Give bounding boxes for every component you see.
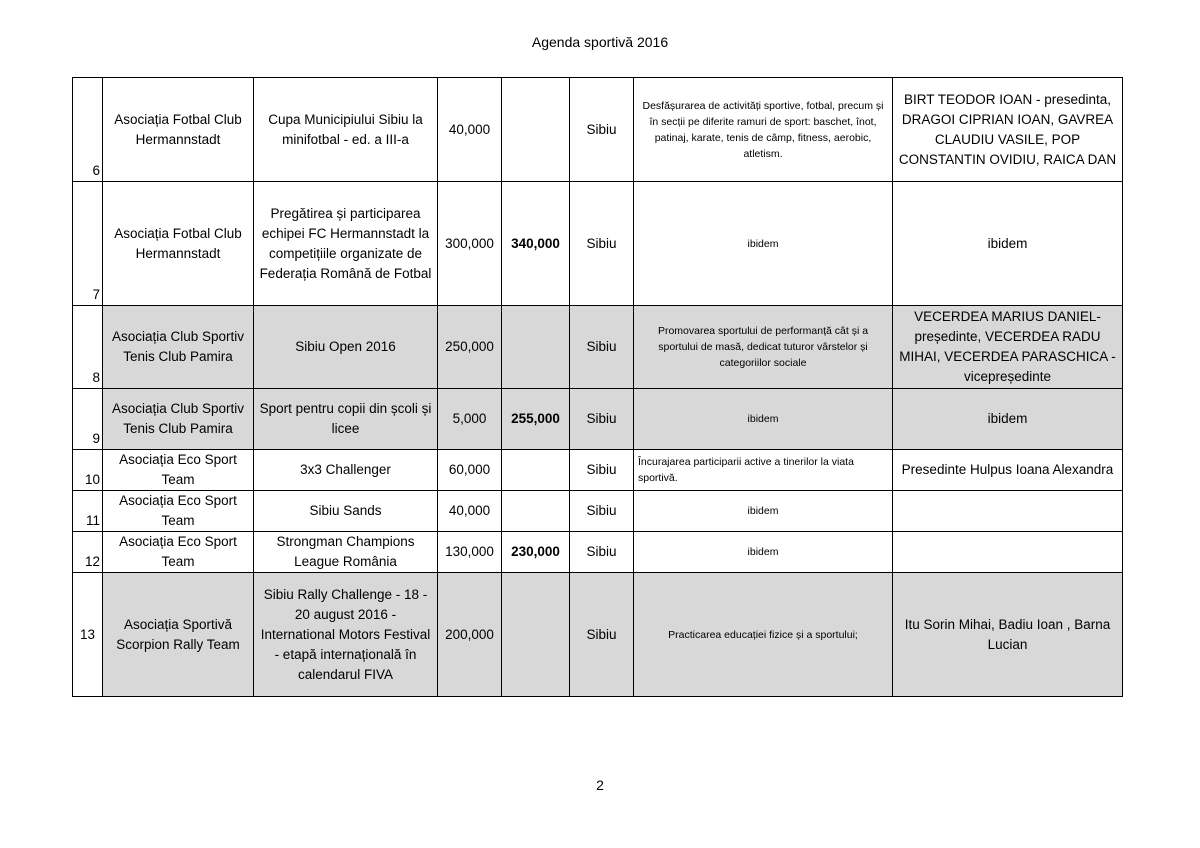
leadership-cell: VECERDEA MARIUS DANIEL- președinte, VECERDEA RADU MIHAI, VECERDEA PARASCHICA - vicepreședinte xyxy=(893,306,1123,389)
total-cell: 340,000 xyxy=(502,182,570,306)
row-number: 10 xyxy=(73,450,103,491)
project-cell: 3x3 Challenger xyxy=(254,450,438,491)
amount-cell: 60,000 xyxy=(438,450,502,491)
leadership-cell: Itu Sorin Mihai, Badiu Ioan , Barna Lucian xyxy=(893,573,1123,697)
table-row xyxy=(73,389,1123,450)
project-cell: Sibiu Open 2016 xyxy=(254,306,438,389)
location-cell: Sibiu xyxy=(570,491,634,532)
project-cell: Sibiu Rally Challenge - 18 - 20 august 2016 - International Motors Festival - etapă internațională în calendarul FIVA xyxy=(254,573,438,697)
table-row xyxy=(73,491,1123,532)
row-number: 12 xyxy=(73,532,103,573)
location-cell: Sibiu xyxy=(570,389,634,450)
row-number: 8 xyxy=(73,306,103,389)
location-cell: Sibiu xyxy=(570,78,634,182)
table-row xyxy=(73,182,1123,306)
amount-cell: 40,000 xyxy=(438,78,502,182)
row-number: 11 xyxy=(73,491,103,532)
page-title: Agenda sportivă 2016 xyxy=(531,34,669,50)
amount-cell: 200,000 xyxy=(438,573,502,697)
organization-cell: Asociația Fotbal Club Hermannstadt xyxy=(103,78,254,182)
leadership-cell xyxy=(893,532,1123,573)
organization-cell: Asociația Fotbal Club Hermannstadt xyxy=(103,182,254,306)
total-cell xyxy=(502,450,570,491)
project-cell: Strongman Champions League România xyxy=(254,532,438,573)
total-cell xyxy=(502,78,570,182)
agenda-table xyxy=(72,77,1123,697)
project-cell: Pregătirea și participarea echipei FC Hermannstadt la competițiile organizate de Federația Română de Fotbal xyxy=(254,182,438,306)
total-cell: 255,000 xyxy=(502,389,570,450)
table-row xyxy=(73,450,1123,491)
amount-cell: 130,000 xyxy=(438,532,502,573)
location-cell: Sibiu xyxy=(570,532,634,573)
activity-cell: ibidem xyxy=(634,182,893,306)
row-number: 7 xyxy=(73,182,103,306)
total-cell xyxy=(502,573,570,697)
activity-cell: Practicarea educației fizice și a sportului; xyxy=(634,573,893,697)
leadership-cell: Presedinte Hulpus Ioana Alexandra xyxy=(893,450,1123,491)
activity-cell: ibidem xyxy=(634,491,893,532)
leadership-cell xyxy=(893,491,1123,532)
amount-cell: 250,000 xyxy=(438,306,502,389)
organization-cell: Asociația Club Sportiv Tenis Club Pamira xyxy=(103,389,254,450)
location-cell: Sibiu xyxy=(570,182,634,306)
location-cell: Sibiu xyxy=(570,450,634,491)
activity-cell: ibidem xyxy=(634,389,893,450)
amount-cell: 300,000 xyxy=(438,182,502,306)
amount-cell: 5,000 xyxy=(438,389,502,450)
page-number: 2 xyxy=(596,777,604,793)
project-cell: Sibiu Sands xyxy=(254,491,438,532)
activity-cell: Desfășurarea de activități sportive, fotbal, precum și în secții pe diferite ramuri de sport: baschet, înot, patinaj, karate, tenis de câmp, fitness, aerobic, atletism. xyxy=(634,78,893,182)
row-number: 9 xyxy=(73,389,103,450)
table-row xyxy=(73,78,1123,182)
table-row xyxy=(73,532,1123,573)
organization-cell: Asociația Sportivă Scorpion Rally Team xyxy=(103,573,254,697)
table-row xyxy=(73,306,1123,389)
location-cell: Sibiu xyxy=(570,573,634,697)
project-cell: Cupa Municipiului Sibiu la minifotbal - ed. a III-a xyxy=(254,78,438,182)
organization-cell: Asociația Eco Sport Team xyxy=(103,450,254,491)
leadership-cell: ibidem xyxy=(893,182,1123,306)
activity-cell: Încurajarea participarii active a tinerilor la viata sportivă. xyxy=(634,450,893,491)
location-cell: Sibiu xyxy=(570,306,634,389)
row-number: 13 xyxy=(73,573,103,697)
total-cell xyxy=(502,491,570,532)
leadership-cell: ibidem xyxy=(893,389,1123,450)
row-number: 6 xyxy=(73,78,103,182)
activity-cell: ibidem xyxy=(634,532,893,573)
activity-cell: Promovarea sportului de performanță cât și a sportului de masă, dedicat tuturor vârstelor și categoriilor sociale xyxy=(634,306,893,389)
amount-cell: 40,000 xyxy=(438,491,502,532)
project-cell: Sport pentru copii din școli și licee xyxy=(254,389,438,450)
leadership-cell: BIRT TEODOR IOAN - presedinta, DRAGOI CIPRIAN IOAN, GAVREA CLAUDIU VASILE, POP CONSTANTIN OVIDIU, RAICA DAN xyxy=(893,78,1123,182)
total-cell xyxy=(502,306,570,389)
table-row xyxy=(73,573,1123,697)
organization-cell: Asociația Club Sportiv Tenis Club Pamira xyxy=(103,306,254,389)
organization-cell: Asociația Eco Sport Team xyxy=(103,532,254,573)
total-cell: 230,000 xyxy=(502,532,570,573)
organization-cell: Asociația Eco Sport Team xyxy=(103,491,254,532)
